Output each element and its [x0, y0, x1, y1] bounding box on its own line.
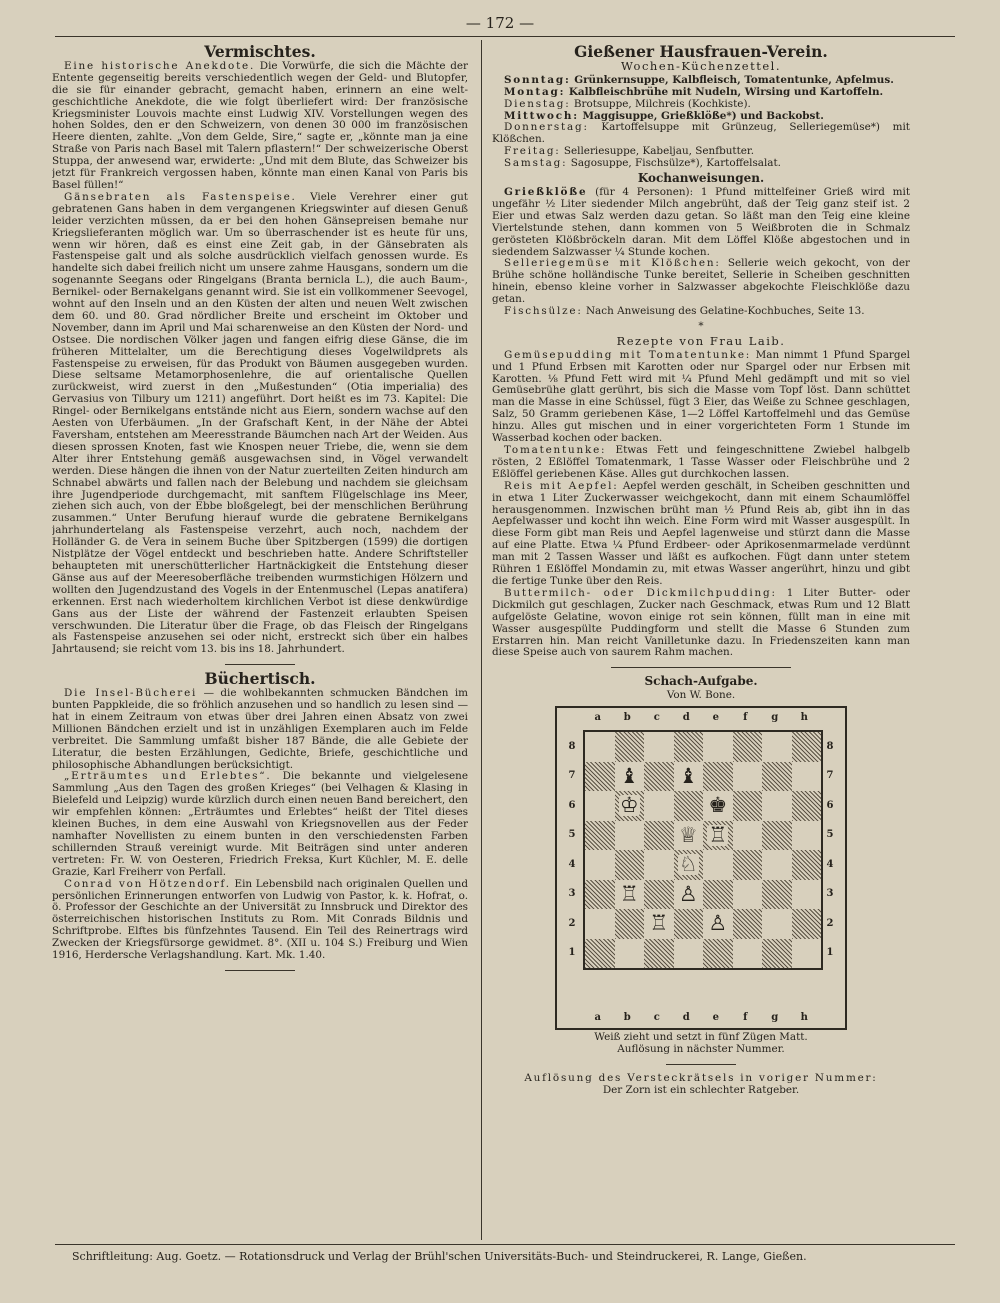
article-text: Die Vorwürfe, die sich die Mächte der Entente gegenseitig bereits verschiedentlich wegen der Geld- und Blutopfer, die sie für einander gebracht, gemacht haben, erinnern an eine weltgeschichtliche Anekdote, die wie folgt überliefert wird: Der französische Kriegsminister Louvois machte einst Ludwig XIV. Vorstellungen wegen des hohen Soldes, den er den Schweizern, von denen 30 000 im französischen Heere dienten, zahlte. „Von dem Gelde, Sire,“ sagte er, „könnte man ja eine Straße von Paris nach Basel mit Talern pflastern!“ Der schweizerische Oberst Stuppa, der anwesend war, erwiderte: „Und mit dem Blute, das Schweizer bis jetzt für Frankreich vergossen haben, könnte man einen Kanal von Paris bis Basel füllen!“ [52, 59, 468, 191]
rank-label: 5 [568, 829, 576, 841]
menu-day: Samstag: [504, 157, 568, 170]
rank-label: 7 [826, 770, 834, 782]
recipe-text: (für 4 Personen): 1 Pfund mittelfeiner Grieß wird mit ungefähr ½ Liter siedender Milch angebrüht, daß der Teig ganz steif ist. 2 Eier und etwas Salz werden dazu getan. So läßt man den Teig eine kleine Viertelstunde stehen, dann kommen von 5 Weißbroten die in Schmalz gerösteten Klößbröckeln daran. Mit dem Löffel Klöße abgestochen und in siedendem Salzwasser ¼ Stunde kochen. [492, 185, 910, 258]
chess-square [792, 939, 822, 969]
review-ertraeumtes [52, 771, 468, 878]
chess-square [674, 909, 704, 939]
file-labels-top [583, 712, 819, 724]
chess-square [703, 909, 733, 939]
chess-square [644, 791, 674, 821]
recipe-title: Tomatentunke: [504, 444, 607, 456]
rank-labels-right [823, 732, 837, 968]
chess-square [703, 791, 733, 821]
chess-square [792, 821, 822, 851]
white-rook-icon: ♖ [649, 911, 669, 936]
chess-square [792, 880, 822, 910]
chess-square [615, 850, 645, 880]
file-label: c [653, 712, 660, 724]
rank-label: 6 [826, 799, 834, 811]
chess-square [733, 821, 763, 851]
recipe-title: Buttermilch- oder Dickmilchpudding: [504, 586, 777, 599]
file-label: d [682, 712, 690, 724]
divider [666, 1064, 736, 1065]
chess-square [762, 939, 792, 969]
chess-square [615, 880, 645, 910]
chess-square [644, 762, 674, 792]
chess-square [703, 762, 733, 792]
bottom-rule [55, 1244, 955, 1245]
file-label: a [594, 712, 601, 724]
column-divider [481, 40, 482, 1240]
chess-square [615, 821, 645, 851]
chess-square [585, 762, 615, 792]
right-column [492, 44, 910, 1234]
chess-square [762, 880, 792, 910]
page-number: — 172 — [465, 14, 535, 32]
recipe-text: Sellerie weich gekocht, von der Brühe schöne holländische Tunke bereitet, Sellerie in Scheiben geschnitten hinein, ebenso kleine vorher in Salzwasser abgekochte Fleischklöße dazu getan. [492, 257, 910, 306]
imprint-footer: Schriftleitung: Aug. Goetz. — Rotationsdruck und Verlag der Brühl'schen Universitäts-Buch- und Steindruckerei, R. Lange, Gießen. [72, 1250, 807, 1263]
file-label: g [771, 1012, 779, 1024]
chess-square [792, 909, 822, 939]
section-heading-buechertisch: Büchertisch. [204, 669, 316, 689]
review-text: — die wohlbekannten schmucken Bändchen im bunten Pappkleide, die so fröhlich anzusehen und so handlich zu lesen sind — hat in einem Zeitraum von etwas über drei Jahren einen Absatz von zwei Millionen Bändchen erzielt und ist in unzähligen Exemplaren auch im Felde verbreitet. Die Sammlung umfaßt bisher 187 Bände, die alle Gebiete der Literatur, die besten Erzählungen, Gedichte, Briefe, geschichtliche und philosophische Abhandlungen berücksichtigt. [52, 687, 468, 771]
star-separator: * [698, 319, 704, 332]
file-label: h [800, 712, 808, 724]
article-text: Viele Verehrer einer gut gebratenen Gans haben in dem vergangenen Kriegswinter auf diesen Genuß leider verzichten müssen, da er bei den hohen Gänsepreisen bemahe nur Kriegslieferanten möglich war. Um so überraschender ist es heute für uns, wenn wir hören, daß es einst eine Zeit gab, in der Gänsebraten als Fastenspeise galt und als solche ausdrücklich vielfach genossen wurde. Es handelte sich dabei freilich nicht um unsere zahme Hausgans, sondern um die sogenannte Seegans oder Ringelgans (Branta bernicla L.), die auch Baum-, Bernikel- oder Bernakelgans genannt wird. Sie ist ein vollkommener Seevogel, wohnt auf den Inseln und an den Küsten der alten und neuen Welt zwischen dem 60. und 80. Grad nördlicher Breite und erscheint im Oktober und November, dann im April und Mai scharenweise an den Küsten der Nord- und Ostsee. Die nordischen Völker jagen und fangen eifrig diese Gänse, die im früheren Mittelalter, um die Berechtigung dieses Vogelwildprets als Fastenspeise zu erweisen, für das Produkt von Bäumen ausgegeben wurden. Diese seltsame Metamorphosenlehre, die auf orientalische Quellen zurückweist, wird zuerst in den „Mußestunden“ (Otia imperialia) des Gervasius von Tilbury um 1211) angeführt. Dort heißt es im 73. Kapitel: Die Ringel- oder Bernikelgans entstände nicht aus Eiern, sondern wachse auf den Aesten von Uferbäumen. „In der Grafschaft Kent, in der Nähe der Abtei Faversham, entstehen am Meeresstrande Bäumchen nach Art der Weiden. Aus diesen sprossen Knoten, fast wie Knospen neuer Triebe, die, wenn sie dem Alter ihrer Entstehung gemäß ausgewachsen sind, in Vögel verwandelt werden. Diese hängen die ihnen von der Natur zuerteilten Zeiten hindurch am Schnabel abwärts und fallen nach der Belebung und nachdem sie gleichsam ihre Jugendperiode durchgemacht, mit sanftem Flügelschlage ins Meer, ziehen sich auch, von der Ebbe bloßgelegt, bei der menschlichen Berührung zusammen.“ Unter Berufung hierauf wurde die gebratene Bernikelgans jahrhundertelang als Fastenspeise verzehrt, auch noch, nachdem der Holländer G. de Vera in seinem Buche über Spitzbergen (1599) die dortigen Nistplätze der Vögel entdeckt und beschrieben hatte. Andere Schriftsteller behaupteten mit unerschütterlicher Hartnäckigkeit die Entstehung dieser Gänse aus auf der Meeresoberfläche treibenden wurmstichigen Hölzern und wollten den Jugendzustand des Vogels in der Entenmuschel (Lepas anatifera) erkennen. Erst nach wiederholtem kirchlichen Verbot ist diese denkwürdige Gans aus der Liste der während der Fastenzeit erlaubten Speisen verschwunden. Die Literatur über die Frage, ob das Fleisch der Ringelgans als Fastenspeise anzusehen sei oder nicht, erstreckt sich über ein halbes Jahrtausend; sie reicht vom 13. bis ins 18. Jahrhundert. [52, 190, 468, 656]
recipe-text: Etwas Fett und feingeschnittene Zwiebel halbgelb rösten, 2 Eßlöffel Tomatenmark, 1 Tasse Wasser oder Fleischbrühe und 2 Eßlöffel geriebenen Käse. Alles gut durchkochen lassen. [492, 444, 910, 480]
black-bishop-icon: ♝ [678, 763, 698, 788]
chess-square [792, 850, 822, 880]
menu-text: Kalbfleischbrühe mit Nudeln, Wirsing und Kartoffeln. [568, 85, 884, 98]
chess-author: Von W. Bone. [666, 689, 736, 702]
chess-square [733, 791, 763, 821]
rank-label: 3 [568, 888, 576, 900]
chess-problem [492, 676, 910, 1056]
review-title: Die Insel-Bücherei [64, 687, 198, 700]
rank-labels-left [565, 732, 579, 968]
section-heading-vermischtes: Vermischtes. [204, 44, 316, 61]
chess-square [674, 821, 704, 851]
file-label: a [594, 1012, 601, 1024]
menu-text: Maggisuppe, Grießklöße*) und Backobst. [582, 109, 824, 122]
chess-title: Schach-Aufgabe. [644, 674, 758, 689]
white-queen-icon: ♕ [678, 822, 698, 847]
review-insel [52, 688, 468, 771]
file-label: f [743, 712, 748, 724]
chess-square [585, 732, 615, 762]
section-heading-kochanweisungen: Kochanweisungen. [637, 171, 765, 186]
chess-square [674, 762, 704, 792]
file-label: f [743, 1012, 748, 1024]
chess-square [792, 762, 822, 792]
chess-square [762, 909, 792, 939]
menu-day: Freitag: [504, 145, 561, 158]
chess-square [792, 791, 822, 821]
menu-text: Grünkernsuppe, Kalbfleisch, Tomatentunke, Apfelmus. [574, 73, 894, 86]
recipe-selleriegemuese [492, 258, 910, 306]
black-bishop-icon: ♝ [619, 763, 639, 788]
file-label: b [623, 712, 631, 724]
chess-square [674, 850, 704, 880]
chess-square [615, 939, 645, 969]
rank-label: 4 [826, 858, 834, 870]
recipe-gemuesepudding [492, 350, 910, 445]
menu-day: Dienstag: [504, 97, 571, 110]
recipe-tomatentunke [492, 445, 910, 481]
chess-square [674, 791, 704, 821]
recipe-reis-aepfel [492, 481, 910, 588]
recipe-text: Man nimmt 1 Pfund Spargel und 1 Pfund Erbsen mit Karotten oder nur Spargel oder nur Erbsen mit Karotten. ⅛ Pfund Fett wird mit ¼ Pfund Mehl gedämpft und mit so viel Gemüsebrühe glatt gerührt, bis sich die Masse vom Topf löst. Dann schüttet man die Masse in eine Schüssel, fügt 3 Eier, das Weiße zu Schnee geschlagen, Salz, 50 Gramm geriebenen Käse, 1—2 Löffel Kartoffelmehl und das Gemüse hinzu. Alles gut mischen und in einer vorgerichteten Form 1 Stunde im Wasserbad kochen oder backen. [492, 348, 910, 445]
chess-square [703, 821, 733, 851]
chess-square [733, 939, 763, 969]
rank-label: 3 [826, 888, 834, 900]
recipe-fischsuelze [492, 306, 910, 318]
chess-square [762, 791, 792, 821]
chess-square [585, 939, 615, 969]
recipe-buttermilchpudding [492, 588, 910, 659]
rank-label: 2 [826, 917, 834, 929]
menu-subheading: Wochen-Küchenzettel. [621, 58, 781, 73]
menu-day: Sonntag: [504, 73, 571, 86]
file-label: e [712, 1012, 719, 1024]
menu-text: Sagosuppe, Fischsülze*), Kartoffelsalat. [570, 157, 781, 170]
chess-square [762, 762, 792, 792]
chess-caption-solution: Auflösung in nächster Nummer. [617, 1043, 785, 1056]
article-gaensebraten [52, 192, 468, 656]
chess-board [583, 730, 823, 970]
chess-square [762, 850, 792, 880]
chess-square [585, 850, 615, 880]
chess-square [644, 909, 674, 939]
chess-square [674, 880, 704, 910]
review-text: Ein Lebensbild nach originalen Quellen und persönlichen Erinnerungen entworfen von Ludwig von Pastor, k. k. Hofrat, o. ö. Professor der Geschichte an der Universität zu Innsbruck und Direktor des österreichischen historischen Instituts zu Rom. Mit Conrads Bildnis und Schriftprobe. Elftes bis fünfzehntes Tausend. Ein Teil des Reinertrags wird Zwecken der Kriegsfürsorge gewidmet. 8°. (XII u. 104 S.) Freiburg und Wien 1916, Herdersche Verlagshandlung. Kart. Mk. 1.40. [52, 877, 468, 962]
review-title: Conrad von Hötzendorf. [64, 877, 231, 890]
chess-diagram [555, 706, 847, 1030]
file-label: b [623, 1012, 631, 1024]
section-heading-hausfrauen: Gießener Hausfrauen-Verein. [574, 44, 828, 61]
menu-text: Selleriesuppe, Kabeljau, Senfbutter. [563, 145, 755, 158]
left-column [52, 44, 468, 1234]
article-anekdote [52, 61, 468, 192]
file-labels-bottom [583, 1012, 819, 1024]
file-label: g [771, 712, 779, 724]
chess-square [615, 732, 645, 762]
recipe-title: Reis mit Aepfel: [504, 479, 619, 492]
chess-square [703, 939, 733, 969]
chess-square [644, 732, 674, 762]
chess-square [733, 909, 763, 939]
recipe-title: Grießklöße [504, 185, 588, 198]
menu-day: Mittwoch: [504, 109, 579, 122]
rank-label: 2 [568, 917, 576, 929]
chess-square [615, 791, 645, 821]
white-king-icon: ♔ [619, 793, 639, 818]
recipe-text: 1 Liter Butter- oder Dickmilch gut geschlagen, Zucker nach Geschmack, etwas Rum und 12 Blatt aufgelöste Gelatine, wovon einige rot sein können, füllt man in eine mit Wasser ausgespülte Puddingform und stellt die Masse 6 Stunden zum Erstarren hin. Man reicht Vanilletunke dazu. In Friedenszeiten kann man diese Speise auch von saurem Rahm machen. [492, 586, 910, 659]
chess-square [674, 732, 704, 762]
menu-day: Donnerstag: [504, 121, 589, 134]
chess-square [703, 880, 733, 910]
recipe-title: Fischsülze: [504, 305, 583, 318]
recipes-subheading: Rezepte von Frau Laib. [616, 333, 786, 348]
review-title: „Erträumtes und Erlebtes“. [64, 770, 272, 783]
chess-square [585, 909, 615, 939]
riddle-solution-text: Der Zorn ist ein schlechter Ratgeber. [602, 1083, 800, 1096]
chess-square [644, 939, 674, 969]
white-rook-icon: ♖ [708, 822, 728, 847]
chess-square [733, 850, 763, 880]
white-rook-icon: ♖ [619, 881, 639, 906]
divider [225, 664, 295, 665]
chess-square [762, 821, 792, 851]
chess-square [703, 732, 733, 762]
white-pawn-icon: ♙ [708, 911, 728, 936]
chess-square [733, 880, 763, 910]
menu-saturday [492, 158, 910, 170]
chess-square [644, 821, 674, 851]
rank-label: 4 [568, 858, 576, 870]
divider [225, 970, 295, 971]
top-rule [55, 36, 955, 37]
recipe-title: Gemüsepudding mit Tomatentunke: [504, 348, 752, 361]
divider [611, 667, 791, 668]
rank-label: 1 [826, 947, 834, 959]
white-knight-icon: ♘ [678, 852, 698, 877]
chess-square [703, 850, 733, 880]
menu-day: Montag: [504, 85, 566, 98]
recipe-title: Selleriegemüse mit Klößchen: [504, 257, 721, 270]
review-hoetzendorf [52, 879, 468, 962]
file-label: c [653, 1012, 660, 1024]
recipe-text: Nach Anweisung des Gelatine-Kochbuches, Seite 13. [585, 305, 865, 318]
menu-text: Kartoffelsuppe mit Grünzeug, Selleriegemüse*) mit Klößchen. [492, 121, 910, 146]
chess-square [615, 762, 645, 792]
file-label: d [682, 1012, 690, 1024]
chess-caption: Weiß zieht und setzt in fünf Zügen Matt. [594, 1031, 808, 1044]
rank-label: 6 [568, 799, 576, 811]
chess-square [585, 880, 615, 910]
chess-square [792, 732, 822, 762]
chess-square [585, 821, 615, 851]
rank-label: 5 [826, 829, 834, 841]
file-label: e [712, 712, 719, 724]
rank-label: 8 [826, 740, 834, 752]
chess-square [733, 732, 763, 762]
chess-square [733, 762, 763, 792]
white-pawn-icon: ♙ [678, 881, 698, 906]
recipe-text: Aepfel werden geschält, in Scheiben geschnitten und in etwa 1 Liter Zuckerwasser weichgekocht, dann mit einem Schaumlöffel herausgenommen. Inzwischen brüht man ½ Pfund Reis ab, gibt ihn in das Aepfelwasser und kocht ihn weich. Eine Form wird mit Wasser ausgespült. In diese Form gibt man Reis und Aepfel lagenweise und stürzt dann die Masse auf eine Platte. Etwa ¼ Pfund Erdbeer- oder Aprikosenmarmelade verdünnt man mit 2 Tassen Wasser und läßt es aufkochen. Fügt dann unter stetem Rühren 1 Eßlöffel Mondamin zu, mit etwas Wasser angerührt, hinzu und gibt die fertige Tunke über den Reis. [492, 479, 910, 587]
chess-square [762, 732, 792, 762]
review-text: Die bekannte und vielgelesene Sammlung „Aus den Tagen des großen Krieges“ (bei Velhagen & Klasing in Bielefeld und Leipzig) wurde kürzlich durch einen neuen Band bereichert, den wir empfehlen können: „Erträumtes und Erlebtes“ heißt der Titel dieses kleinen Buches, in dem eine Auswahl von Kriegsnovellen aus der Feder namhafter Novellisten zu einem bunten in den verschiedensten Farben schillernden Strauß vereinigt wurde. Mit Beiträgen sind unter anderen vertreten: Fr. W. von Oesteren, Friedrich Freksa, Kurt Küchler, M. E. delle Grazie, Karl Freiherr von Perfall. [52, 770, 468, 878]
chess-square [615, 909, 645, 939]
menu-thursday [492, 122, 910, 146]
recipe-griesskloesse [492, 187, 910, 258]
chess-square [644, 850, 674, 880]
chess-square [644, 880, 674, 910]
rank-label: 8 [568, 740, 576, 752]
article-title: Gänsebraten als Fastenspeise. [64, 190, 297, 203]
chess-square [585, 791, 615, 821]
article-title: Eine historische Anekdote. [64, 59, 256, 72]
rank-label: 1 [568, 947, 576, 959]
menu-text: Brotsuppe, Milchreis (Kochkiste). [573, 97, 751, 110]
rank-label: 7 [568, 770, 576, 782]
file-label: h [800, 1012, 808, 1024]
chess-square [674, 939, 704, 969]
black-king-icon: ♚ [708, 793, 728, 818]
riddle-solution-title: Auflösung des Versteckrätsels in voriger Nummer: [524, 1071, 878, 1084]
